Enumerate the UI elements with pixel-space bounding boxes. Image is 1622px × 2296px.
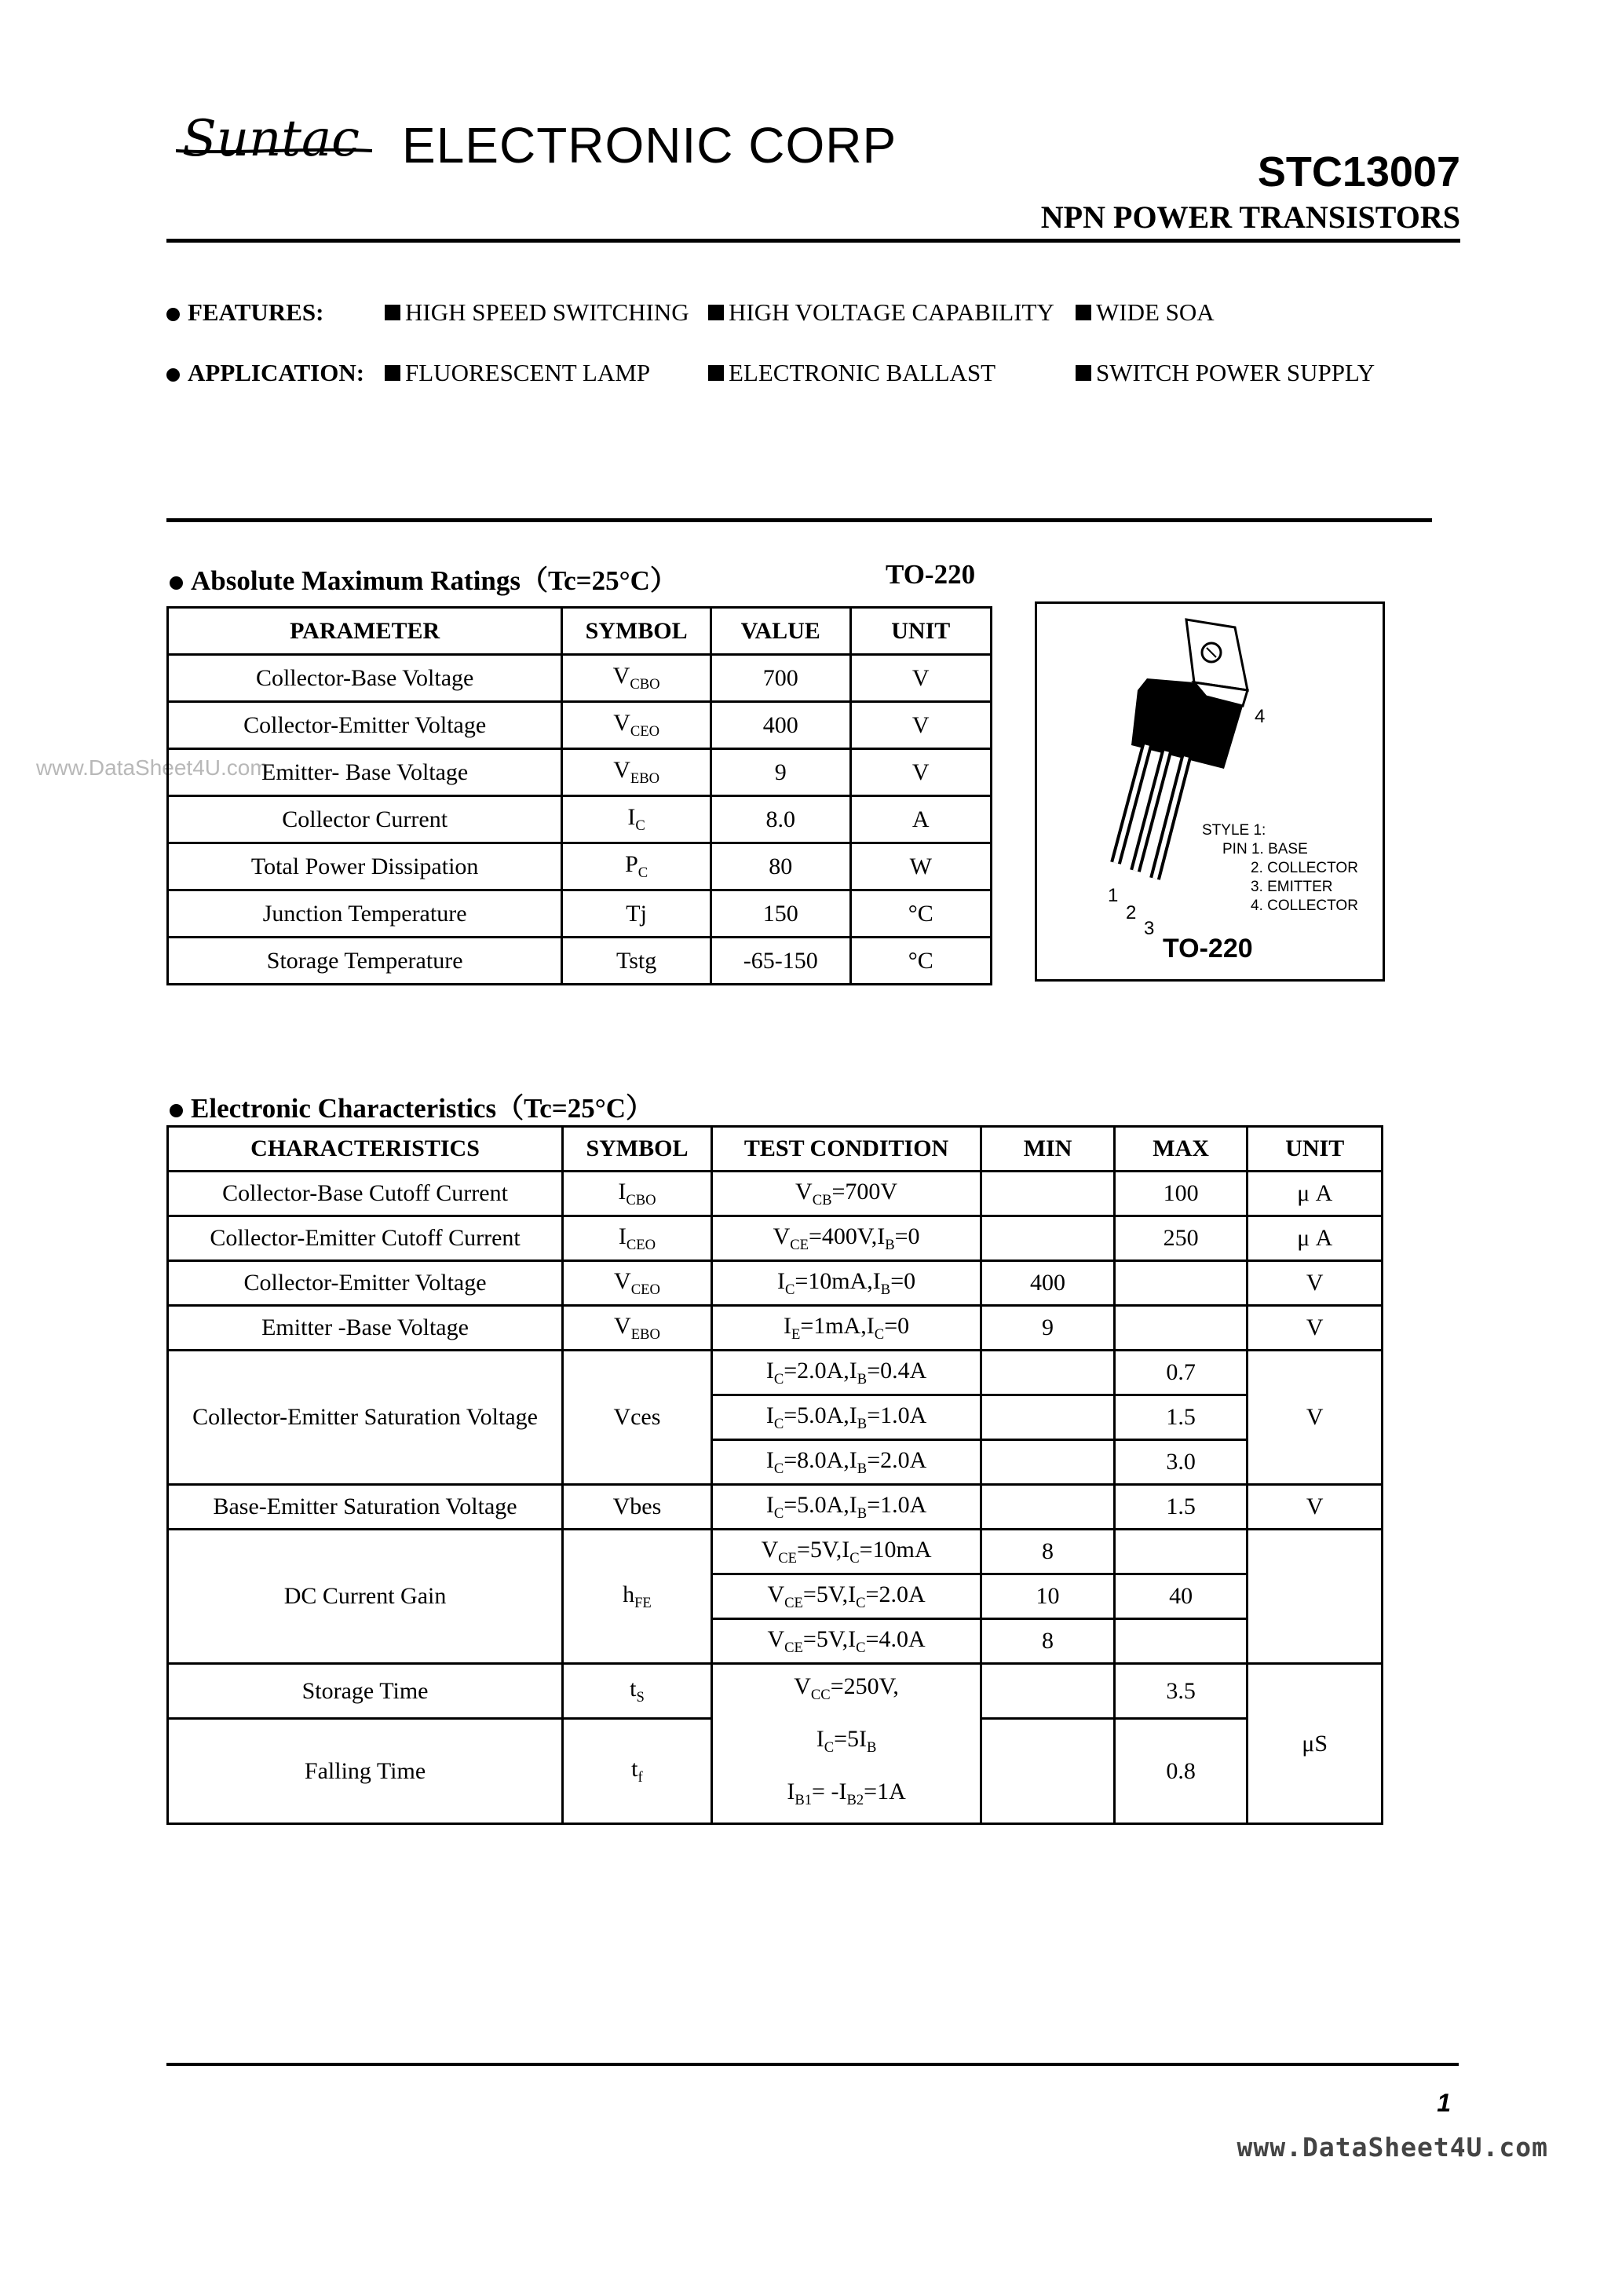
min-cell [981, 1395, 1115, 1440]
pin-desc-3: 3. EMITTER [1251, 879, 1333, 895]
col-header: SYMBOL [562, 608, 711, 655]
value-cell: 8.0 [711, 796, 850, 843]
max-cell: 3.0 [1114, 1440, 1248, 1485]
char-cell: DC Current Gain [168, 1530, 563, 1664]
col-header: CHARACTERISTICS [168, 1127, 563, 1172]
param-cell: Junction Temperature [168, 890, 562, 938]
max-cell [1114, 1306, 1248, 1351]
features-row [166, 298, 323, 327]
table-row [168, 890, 992, 938]
max-cell: 250 [1114, 1216, 1248, 1261]
char-cell: Collector-Emitter Voltage [168, 1261, 563, 1306]
square-bullet-icon [708, 305, 724, 320]
condition-cell: $V_{CC}=250V$, $I_C=5I_B$ $I_{B1}= -I_{B2}=1A$ [711, 1664, 981, 1824]
table-row [168, 796, 992, 843]
symbol: V [613, 710, 630, 736]
square-bullet-icon [1076, 365, 1091, 381]
feature-item: WIDE SOA [1096, 298, 1215, 326]
unit-cell: V [1248, 1485, 1383, 1530]
symbol: V [613, 757, 630, 783]
param-cell: Emitter- Base Voltage [168, 749, 562, 796]
col-header: UNIT [1248, 1127, 1383, 1172]
param-cell: Collector-Base Voltage [168, 655, 562, 702]
pin-desc-2: 2. COLLECTOR [1251, 860, 1358, 876]
symbol-sub: CEO [630, 723, 660, 740]
application-3 [1076, 359, 1375, 387]
param-cell: Collector Current [168, 796, 562, 843]
value-cell: 700 [711, 655, 850, 702]
symbol-sub: CBO [630, 676, 660, 693]
symbol-cell: $I_{CBO}$ [563, 1172, 712, 1216]
watermark-left: www.DataSheet4U.com [36, 755, 269, 780]
application-item: ELECTRONIC BALLAST [729, 359, 996, 386]
symbol-sub: EBO [630, 770, 660, 787]
watermark-bottom: www.DataSheet4U.com [1237, 2132, 1548, 2163]
param-cell: Storage Temperature [168, 938, 562, 985]
symbol-cell [562, 938, 711, 985]
page-number: 1 [1437, 2089, 1451, 2117]
table-row [168, 1306, 1383, 1351]
condition-cell: $I_C=8.0A,I_B=2.0A$ [711, 1440, 981, 1485]
unit-cell: V [1248, 1351, 1383, 1485]
feature-3 [1076, 298, 1215, 327]
unit-cell: μS [1248, 1664, 1383, 1824]
abs-max-table [166, 606, 992, 985]
abs-max-title [170, 559, 678, 598]
bullet-icon [166, 308, 180, 321]
symbol-cell [562, 655, 711, 702]
unit-cell: V [850, 749, 991, 796]
square-bullet-icon [385, 305, 400, 320]
logo-script: Suntac [182, 110, 360, 168]
application-row [166, 359, 364, 387]
condition-cell: $V_{CE}=5V,I_C=2.0A$ [711, 1574, 981, 1619]
table-row [168, 749, 992, 796]
square-bullet-icon [1076, 305, 1091, 320]
symbol-cell: $V_{CEO}$ [563, 1261, 712, 1306]
application-1 [385, 359, 650, 387]
max-cell: 0.7 [1114, 1351, 1248, 1395]
symbol-cell [562, 796, 711, 843]
col-header: UNIT [850, 608, 991, 655]
symbol-cell: Vces [563, 1351, 712, 1485]
col-header: PARAMETER [168, 608, 562, 655]
square-bullet-icon [708, 365, 724, 381]
char-cell: Emitter -Base Voltage [168, 1306, 563, 1351]
symbol-cell: $t_f$ [563, 1719, 712, 1824]
unit-cell: V [850, 702, 991, 749]
max-cell: 1.5 [1114, 1395, 1248, 1440]
max-cell: 3.5 [1114, 1664, 1248, 1719]
value-cell: -65-150 [711, 938, 850, 985]
condition-cell: $I_C=2.0A,I_B=0.4A$ [711, 1351, 981, 1395]
features-label: FEATURES: [188, 298, 324, 326]
unit-cell: V [1248, 1261, 1383, 1306]
char-cell: Falling Time [168, 1719, 563, 1824]
condition-cell: $I_C=10mA,I_B=0$ [711, 1261, 981, 1306]
max-cell [1114, 1530, 1248, 1574]
company-name: ELECTRONIC CORP [402, 117, 897, 174]
pin-desc-4: 4. COLLECTOR [1251, 898, 1358, 914]
elec-table [166, 1125, 1383, 1825]
bullet-icon [170, 1104, 183, 1117]
table-row [168, 1261, 1383, 1306]
application-item: SWITCH POWER SUPPLY [1096, 359, 1375, 386]
value-cell: 400 [711, 702, 850, 749]
symbol-cell: Vbes [563, 1485, 712, 1530]
application-label: APPLICATION: [188, 359, 365, 386]
table-row [168, 1485, 1383, 1530]
symbol: Tstg [616, 947, 657, 974]
unit-cell: W [850, 843, 991, 890]
symbol-sub: C [637, 865, 648, 881]
logo-swash [176, 148, 372, 154]
symbol: V [612, 663, 630, 689]
condition-cell: $V_{CE}=400V,I_B=0$ [711, 1216, 981, 1261]
char-cell: Collector-Emitter Saturation Voltage [168, 1351, 563, 1485]
max-cell: 1.5 [1114, 1485, 1248, 1530]
min-cell: 8 [981, 1619, 1115, 1664]
symbol: Tj [626, 900, 647, 927]
char-cell: Collector-Emitter Cutoff Current [168, 1216, 563, 1261]
condition-cell: $V_{CE}=5V,I_C=10mA$ [711, 1530, 981, 1574]
unit-cell: A [850, 796, 991, 843]
min-cell [981, 1216, 1115, 1261]
min-cell: 8 [981, 1530, 1115, 1574]
param-cell: Collector-Emitter Voltage [168, 702, 562, 749]
elec-title [170, 1087, 653, 1126]
param-cell: Total Power Dissipation [168, 843, 562, 890]
condition-cell: $V_{CB}=700V$ [711, 1172, 981, 1216]
feature-item: HIGH VOLTAGE CAPABILITY [729, 298, 1054, 326]
table-row [168, 1664, 1383, 1719]
char-cell: Collector-Base Cutoff Current [168, 1172, 563, 1216]
symbol-cell [562, 843, 711, 890]
to220-package-icon [1037, 604, 1383, 979]
unit-cell: °C [850, 938, 991, 985]
package-label: TO-220 [886, 559, 976, 590]
table-row [168, 938, 992, 985]
square-bullet-icon [385, 365, 400, 381]
unit-cell: V [1248, 1306, 1383, 1351]
footer-rule [166, 2063, 1459, 2066]
value-cell: 80 [711, 843, 850, 890]
condition-cell: $I_E=1mA,I_C=0$ [711, 1306, 981, 1351]
condition-cell: $I_C=5.0A,I_B=1.0A$ [711, 1485, 981, 1530]
symbol-cell: $h_{FE}$ [563, 1530, 712, 1664]
header-rule [166, 239, 1460, 243]
condition-cell: $V_{CE}=5V,I_C=4.0A$ [711, 1619, 981, 1664]
symbol-cell: $t_S$ [563, 1664, 712, 1719]
package-diagram [1035, 601, 1385, 982]
table-row [168, 843, 992, 890]
section-rule [166, 518, 1432, 522]
symbol-cell: $V_{EBO}$ [563, 1306, 712, 1351]
table-row [168, 1216, 1383, 1261]
min-cell: 400 [981, 1261, 1115, 1306]
char-cell: Storage Time [168, 1664, 563, 1719]
col-header: MAX [1114, 1127, 1248, 1172]
symbol-cell: $I_{CEO}$ [563, 1216, 712, 1261]
pin1-label: 1 [1108, 885, 1119, 906]
min-cell [981, 1485, 1115, 1530]
table-row [168, 1172, 1383, 1216]
bullet-icon [166, 368, 180, 382]
value-cell: 9 [711, 749, 850, 796]
min-cell [981, 1664, 1115, 1719]
style-label: STYLE 1: [1202, 822, 1266, 839]
unit-cell: μ A [1248, 1216, 1383, 1261]
application-item: FLUORESCENT LAMP [405, 359, 651, 386]
col-header: VALUE [711, 608, 850, 655]
min-cell: 9 [981, 1306, 1115, 1351]
table-row [168, 655, 992, 702]
value-cell: 150 [711, 890, 850, 938]
max-cell [1114, 1261, 1248, 1306]
min-cell [981, 1440, 1115, 1485]
unit-cell [1248, 1530, 1383, 1664]
max-cell: 40 [1114, 1574, 1248, 1619]
col-header: SYMBOL [563, 1127, 712, 1172]
table-row [168, 1351, 1383, 1395]
bullet-icon [170, 576, 183, 590]
max-cell: 0.8 [1114, 1719, 1248, 1824]
max-cell: 100 [1114, 1172, 1248, 1216]
condition-cell: $I_C=5.0A,I_B=1.0A$ [711, 1395, 981, 1440]
symbol: P [625, 851, 638, 877]
feature-item: HIGH SPEED SWITCHING [405, 298, 689, 326]
symbol-cell [562, 702, 711, 749]
symbol-sub: C [635, 817, 645, 834]
char-cell: Base-Emitter Saturation Voltage [168, 1485, 563, 1530]
feature-2 [708, 298, 1054, 327]
symbol-cell [562, 890, 711, 938]
unit-cell: μ A [1248, 1172, 1383, 1216]
package-name: TO-220 [1163, 934, 1253, 963]
col-header: MIN [981, 1127, 1115, 1172]
min-cell [981, 1719, 1115, 1824]
pin2-label: 2 [1126, 902, 1137, 923]
min-cell [981, 1172, 1115, 1216]
min-cell [981, 1351, 1115, 1395]
min-cell: 10 [981, 1574, 1115, 1619]
symbol: I [627, 804, 636, 830]
pin3-label: 3 [1144, 918, 1155, 939]
col-header: TEST CONDITION [711, 1127, 981, 1172]
unit-cell: °C [850, 890, 991, 938]
elec-title-text: Electronic Characteristics（Tc=25°C） [191, 1093, 653, 1124]
feature-1 [385, 298, 689, 327]
table-row [168, 702, 992, 749]
part-number: STC13007 [1257, 148, 1460, 196]
abs-max-title-text: Absolute Maximum Ratings（Tc=25°C） [191, 565, 678, 596]
pin-desc-1: PIN 1. BASE [1222, 841, 1308, 857]
pin4-label: 4 [1255, 706, 1266, 727]
table-row [168, 1530, 1383, 1574]
unit-cell: V [850, 655, 991, 702]
subtitle: NPN POWER TRANSISTORS [1040, 199, 1460, 235]
application-2 [708, 359, 995, 387]
symbol-cell [562, 749, 711, 796]
max-cell [1114, 1619, 1248, 1664]
